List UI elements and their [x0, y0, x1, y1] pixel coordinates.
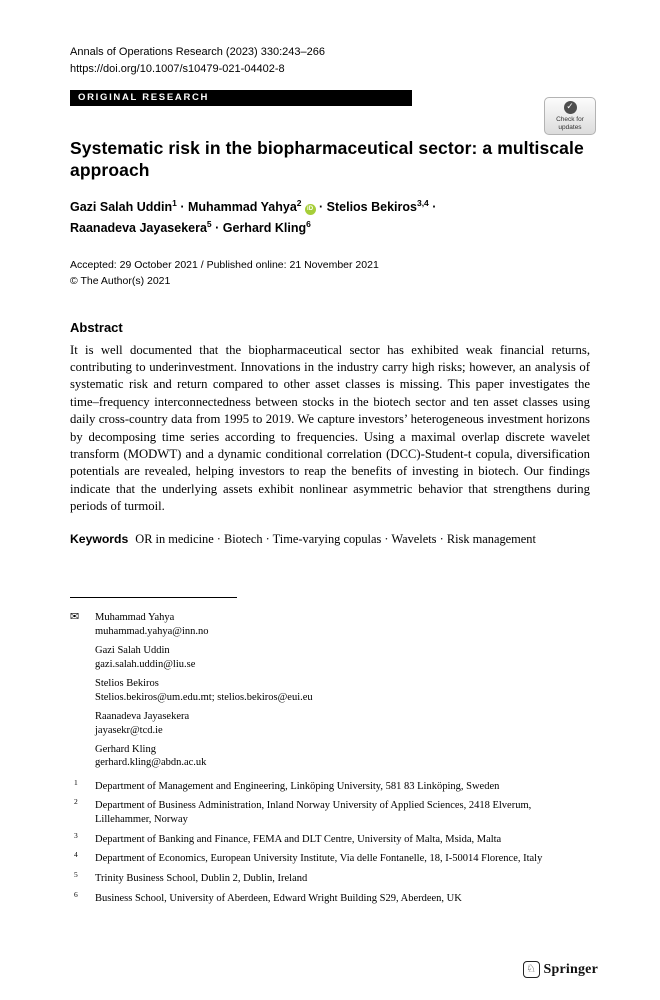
affiliation-text: Department of Economics, European University Institute, Via delle Fontanelle, 18, I-50014 Florence, Italy: [95, 853, 543, 865]
correspondence-entry: [70, 611, 590, 638]
springer-knight-icon: ♘: [523, 961, 540, 978]
accepted-line: Accepted: 29 October 2021 / Published online: 21 November 2021: [70, 259, 379, 272]
check-for-updates-label: Check for updates: [556, 116, 584, 132]
correspondence-email[interactable]: gazi.salah.uddin@liu.se: [95, 658, 196, 670]
affiliation-number: 2: [74, 797, 78, 807]
keywords-line: [70, 532, 590, 547]
affiliation-number: 6: [74, 889, 78, 899]
correspondence-entry: [70, 710, 590, 737]
keywords-text: OR in medicine · Biotech · Time-varying copulas · Wavelets · Risk management: [135, 532, 536, 547]
affiliation-item: [70, 872, 590, 886]
crossmark-icon: ✓: [564, 101, 577, 114]
article-type-label: ORIGINAL RESEARCH: [78, 91, 210, 103]
article-title: Systematic risk in the biopharmaceutical sector: a multiscale approach: [70, 137, 584, 181]
publisher-name: Springer: [543, 961, 598, 977]
orcid-icon[interactable]: iD: [305, 204, 316, 215]
affiliation-number: 4: [74, 850, 78, 860]
springer-logo: [523, 961, 599, 978]
correspondence-email[interactable]: jayasekr@tcd.ie: [95, 724, 163, 736]
copyright-line: © The Author(s) 2021: [70, 274, 171, 287]
affiliation-text: Trinity Business School, Dublin 2, Dublin, Ireland: [95, 873, 308, 885]
author-name: Muhammad Yahya: [187, 200, 297, 215]
author-name: Raanadeva Jayasekera: [70, 220, 207, 235]
doi-link[interactable]: https://doi.org/10.1007/s10479-021-04402-8: [70, 62, 285, 75]
affiliation-number: 1: [74, 777, 78, 787]
correspondence-name: Raanadeva Jayasekera: [95, 711, 190, 723]
affiliation-text: Department of Banking and Finance, FEMA and DLT Centre, University of Malta, Msida, Malta: [95, 833, 502, 845]
author-separator: ·: [176, 200, 188, 215]
author-affil-sup: 6: [306, 218, 311, 229]
affiliation-item: [70, 852, 590, 866]
correspondence-name: Gazi Salah Uddin: [95, 645, 170, 657]
author-separator: ·: [315, 200, 327, 215]
correspondence-email[interactable]: gerhard.kling@abdn.ac.uk: [95, 757, 207, 769]
affiliation-item: [70, 777, 590, 794]
article-type-banner: [70, 90, 412, 106]
page-footer: [523, 961, 599, 978]
affiliation-list: [70, 777, 590, 905]
author-name: Stelios Bekiros: [326, 200, 417, 215]
correspondence-name: Gerhard Kling: [95, 743, 156, 755]
affiliation-item: [70, 799, 590, 826]
affiliation-item: [70, 830, 590, 847]
author: [188, 200, 327, 214]
correspondence-entry: [70, 644, 590, 671]
abstract-text: It is well documented that the biopharmaceutical sector has exhibited weak financial returns, contributing to underinvestment. Innovations in the industry carry high risks; however, an analysis of systematic risk and return compared to other asset classes is missing. This paper investigates the time–frequency interconnectedness between stocks in the biotech sector and ten asset classes using daily cross-country data from 1995 to 2019. We capture investors’ heterogeneous investment horizons by decomposing time series according to frequencies. Using a maximal overlap discrete wavelet transform (MODWT) and a dynamic conditional correlation (DCC)-Student-t copula, diversification potentials are revealed, helping investors to reap the benefits of investing in biotech. Our findings indicate that the underlying assets exhibit nonlinear asymmetric behavior that strengthens during periods of turmoil.: [70, 342, 590, 514]
author-affil-sup: 1: [172, 198, 177, 208]
affiliation-item: [70, 889, 590, 906]
keywords-label: Keywords: [70, 532, 129, 547]
affiliation-text: Department of Business Administration, Inland Norway University of Applied Sciences, 2418 Elverum, Lillehammer, Norway: [95, 800, 532, 826]
author-name: Gazi Salah Uddin: [70, 200, 173, 215]
author: [70, 218, 223, 235]
correspondence-name: Stelios Bekiros: [95, 678, 159, 690]
correspondence-name: Muhammad Yahya: [95, 612, 175, 624]
journal-citation: Annals of Operations Research (2023) 330:243–266: [70, 46, 326, 58]
affiliation-text: Department of Management and Engineering, Linköping University, 581 83 Linköping, Sweden: [95, 780, 500, 792]
check-for-updates-badge[interactable]: [544, 97, 596, 135]
envelope-icon: ✉: [70, 610, 80, 624]
author-affil-sup: 2: [296, 198, 302, 208]
author: [70, 200, 188, 214]
author-affil-sup: 3,4: [416, 198, 429, 208]
affiliation-number: 5: [74, 870, 78, 880]
correspondence-entry: [70, 677, 590, 704]
author: [327, 200, 437, 214]
correspondence-entry: [70, 743, 590, 770]
author-affil-sup: 5: [206, 218, 212, 229]
correspondence-list: [70, 611, 590, 769]
author-name: Gerhard Kling: [222, 220, 307, 235]
author: [222, 218, 311, 235]
author-separator: ·: [428, 200, 437, 215]
footnote-rule: [70, 597, 237, 598]
affiliation-text: Business School, University of Aberdeen, Edward Wright Building S29, Aberdeen, UK: [95, 892, 462, 904]
correspondence-email[interactable]: Stelios.bekiros@um.edu.mt; stelios.bekiros@eui.eu: [95, 691, 313, 703]
abstract-heading: Abstract: [70, 319, 123, 335]
publication-dates: [70, 258, 590, 290]
author-separator: ·: [211, 220, 223, 235]
author-list: [70, 197, 590, 238]
affiliation-number: 3: [74, 830, 78, 840]
correspondence-email[interactable]: muhammad.yahya@inn.no: [95, 625, 209, 637]
